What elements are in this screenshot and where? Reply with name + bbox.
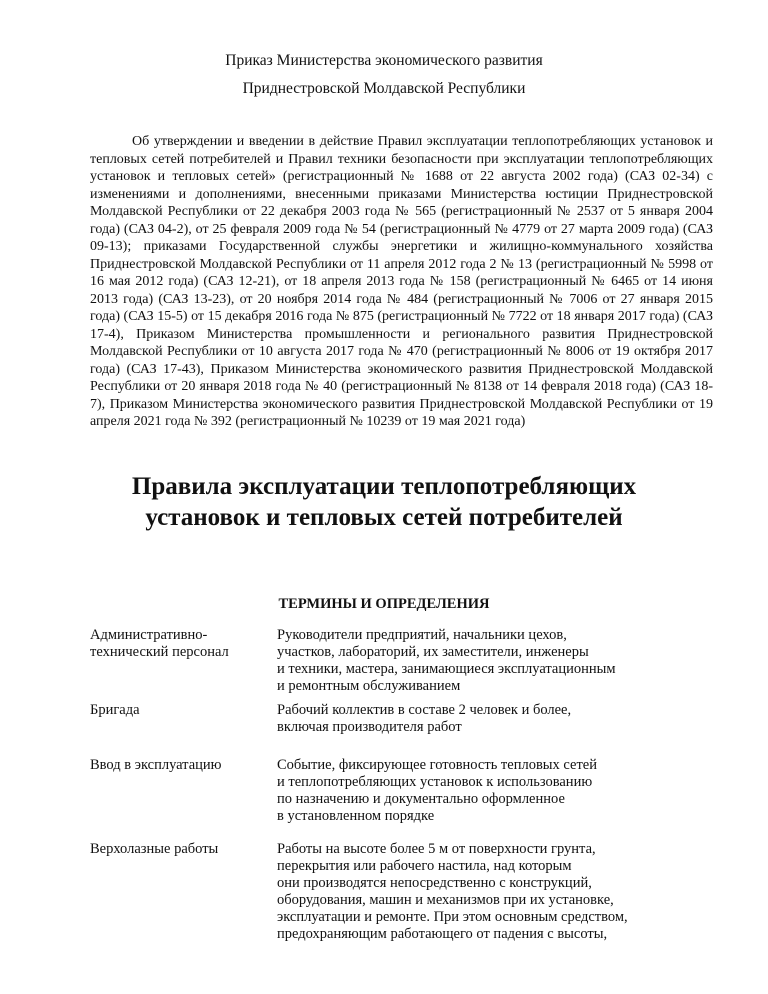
term-definition: Работы на высоте более 5 м от поверхности грунта, перекрытия или рабочего настила, над которым они производятся непосредственно с конструкций, оборудования, машин и механизмов при их установке, эксплуатации и ремонте. При этом основным средством, предохраняющим работающего от падения с высоты, [277,841,628,942]
term-row [90,841,690,943]
header-line-1: Приказ Министерства экономического развития [225,52,543,69]
term-row [90,757,690,841]
term-definition: Руководители предприятий, начальники цехов, участков, лабораторий, их заместители, инженеры и техники, мастера, занимающиеся эксплуатационным и ремонтным обслуживанием [277,627,616,694]
term-row [90,702,690,757]
term-name: Административно-технический персонал [90,627,229,660]
term-row [90,627,690,702]
term-name: Бригада [90,702,140,718]
term-definition: Рабочий коллектив в составе 2 человек и более, включая производителя работ [277,702,572,735]
document-title: Правила эксплуатации теплопотребляющих установок и тепловых сетей потребителей [131,473,637,531]
preamble-paragraph: Об утверждении и введении в действие Правил эксплуатации теплопотребляющих установок и тепловых сетей потребителей и Правил техники безопасности при эксплуатации теплопотребляющих установок и тепловых сетей» (регистрационный № 1688 от 22 августа 2002 года) (САЗ 02-34) с изменениями и дополнениями, внесенными приказами Министерства юстиции Приднестровской Молдавской Республики от 22 декабря 2003 года № 565 (регистрационный № 2537 от 5 января 2004 года) (САЗ 04-2), от 25 февраля 2009 года № 54 (регистрационный № 4779 от 27 марта 2009 года) (САЗ 09-13); приказами Государственной службы энергетики и жилищно-коммунального хозяйства Приднестровской Молдавской Республики от 11 апреля 2012 года 2 № 13 (регистрационный № 5998 от 16 мая 2012 года) (САЗ 12-21), от 18 апреля 2013 года № 158 (регистрационный № 6465 от 14 июня 2013 года) (САЗ 13-23), от 20 ноября 2014 года № 484 (регистрационный № 7006 от 27 января 2015 года) (САЗ 15-5) от 15 декабря 2016 года № 875 (регистрационный № 7722 от 18 января 2017 года) (САЗ 17-4), Приказом Министерства промышленности и регионального развития Приднестровской Молдавской Республики от 10 августа 2017 года № 470 (регистрационный № 8006 от 19 октября 2017 года) (САЗ 17-43), Приказом Министерства экономического развития Приднестровской Молдавской Республики от 20 января 2018 года № 40 (регистрационный № 8138 от 14 февраля 2018 года) (САЗ 18-7), Приказом Министерства экономического развития Приднестровской Молдавской Республики от 19 апреля 2021 года № 392 (регистрационный № 10239 от 19 мая 2021 года) [90,134,713,429]
section-title: ТЕРМИНЫ И ОПРЕДЕЛЕНИЯ [278,596,490,612]
terms-list [90,627,690,943]
header-line-2: Приднестровской Молдавской Республики [242,80,526,97]
term-name: Верхолазные работы [90,841,219,857]
term-name: Ввод в эксплуатацию [90,757,222,773]
term-definition: Событие, фиксирующее готовность тепловых сетей и теплопотребляющих установок к использованию по назначению и документально оформленное в установленном порядке [277,757,597,824]
